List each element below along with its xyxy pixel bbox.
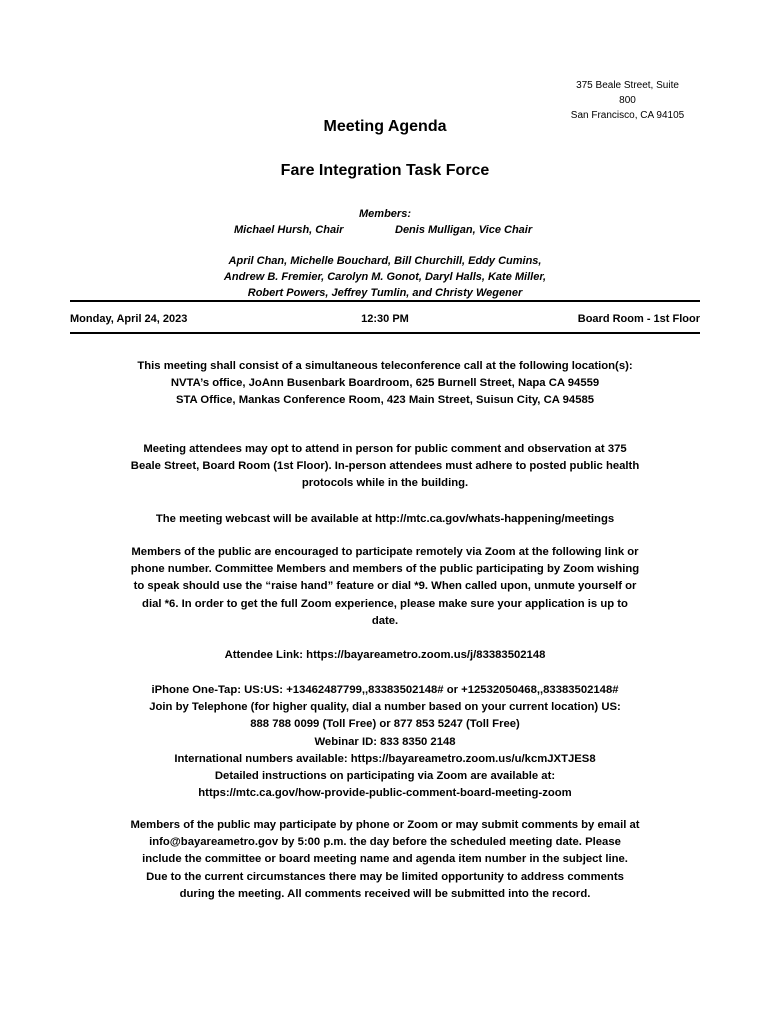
paragraph-line: STA Office, Mankas Conference Room, 423 Main Street, Suisun City, CA 94585 [175,394,595,407]
paragraph-line: The meeting webcast will be available at http://mtc.ca.gov/whats-happening/meetings [155,513,615,525]
attendee-link [105,647,665,664]
address-line: 375 Beale Street, Suite [576,80,679,91]
paragraph-line: Meeting attendees may opt to attend in person for public comment and observation at 375 [143,443,627,455]
paragraph-line: 888 788 0099 (Toll Free) or 877 853 5247 (Toll Free) [250,718,520,731]
roster-line: April Chan, Michelle Bouchard, Bill Churchill, Eddy Cumins, [228,255,542,267]
in-person-attendance-notice [105,441,665,493]
roster-line: Andrew B. Fremier, Carolyn M. Gonot, Daryl Halls, Kate Miller, [223,271,547,283]
paragraph-line: https://mtc.ca.gov/how-provide-public-comment-board-meeting-zoom [198,787,572,800]
member-roster [0,253,770,301]
paragraph-line: Attendee Link: https://bayareametro.zoom.us/j/83383502148 [224,649,546,661]
paragraph-line: during the meeting. All comments received will be submitted into the record. [179,887,591,900]
teleconference-locations [105,358,665,410]
office-address [545,78,710,123]
paragraph-line: phone number. Committee Members and members of the public participating by Zoom wishing [130,563,640,576]
roster-line: Robert Powers, Jeffrey Tumlin, and Christy Wegener [247,287,523,299]
paragraph-line: Detailed instructions on participating via Zoom are available at: [214,770,556,783]
paragraph-line: Webinar ID: 833 8350 2148 [314,735,456,748]
paragraph-line: protocols while in the building. [301,477,469,490]
paragraph-line: date. [371,614,399,627]
paragraph-line: This meeting shall consist of a simultaneous teleconference call at the following location(s): [137,360,633,372]
meeting-info-row [70,313,700,327]
paragraph-line: NVTA’s office, JoAnn Busenbark Boardroom, 625 Burnell Street, Napa CA 94559 [170,377,600,390]
members-label: Members: [359,208,411,220]
public-comment-notice [105,817,665,903]
paragraph-line: Members of the public may participate by phone or Zoom or may submit comments by email at [130,819,640,831]
paragraph-line: include the committee or board meeting name and agenda item number in the subject line. [142,853,628,866]
paragraph-line: Members of the public are encouraged to participate remotely via Zoom at the following link or [131,546,639,558]
meeting-time: 12:30 PM [361,313,409,325]
chair-name: Michael Hursh, Chair [234,224,344,236]
paragraph-line: Due to the current circumstances there may be limited opportunity to address comments [146,870,624,883]
paragraph-line: International numbers available: https://bayareametro.zoom.us/u/kcmJXTJES8 [174,752,596,765]
paragraph-line: iPhone One-Tap: US:US: +13462487799,,83383502148# or +12532050468,,83383502148# [151,684,619,696]
meeting-room: Board Room - 1st Floor [577,313,700,325]
paragraph-line: Beale Street, Board Room (1st Floor). In-person attendees must adhere to posted public health [130,460,640,473]
paragraph-line: Join by Telephone (for higher quality, dial a number based on your current location) US: [149,701,621,714]
paragraph-line: to speak should use the “raise hand” feature or dial *9. When called upon, unmute yourself or [133,580,637,593]
page-title: Meeting Agenda [323,118,447,135]
paragraph-line: dial *6. In order to get the full Zoom experience, please make sure your application is up to [142,597,628,610]
committee-name: Fare Integration Task Force [280,162,490,179]
divider-top [70,300,700,302]
vice-chair-name: Denis Mulligan, Vice Chair [395,224,533,236]
meeting-date: Monday, April 24, 2023 [70,313,188,325]
webcast-notice [105,511,665,528]
address-line: San Francisco, CA 94105 [570,110,685,121]
phone-dial-in-info [105,682,665,802]
divider-bottom [70,332,700,334]
paragraph-line: info@bayareametro.gov by 5:00 p.m. the day before the scheduled meeting date. Please [149,836,621,849]
address-line: 800 [619,95,636,106]
zoom-participation-notice [105,544,665,630]
